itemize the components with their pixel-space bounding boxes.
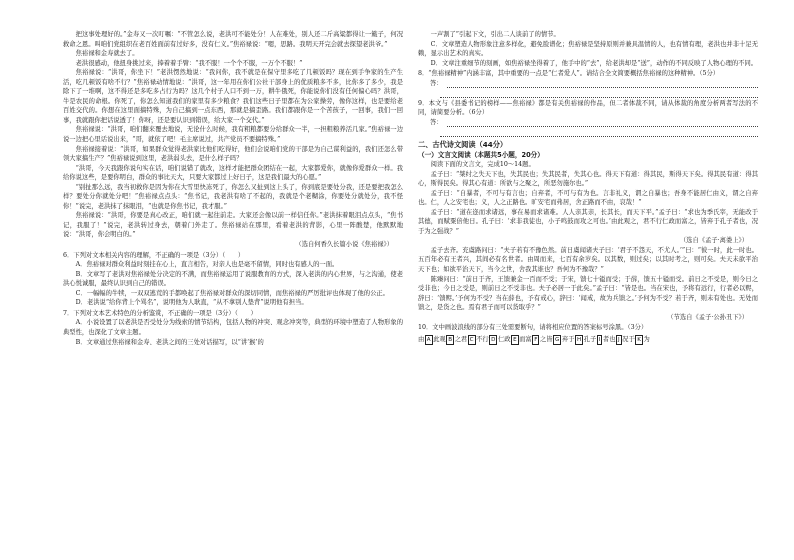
question-stem: 7．下列对文本艺术特色的分析鉴赏，不正确的一项是（3分）（ ）	[63, 309, 257, 317]
paragraph: 焦裕禄接着说：“洪哥，如果群众觉得老洪家比他们吃得好，他们会说咱们党的干部是为自己谋利益的，我们还怎么带领大家搞生产？”焦裕禄说到这里，老洪弱头去，是什么样子吗？	[63, 145, 403, 163]
sentence-char: 也	[609, 336, 616, 344]
sentence-char: 政	[504, 336, 511, 344]
paragraph: A．小说设置了以老洪是否受处分为线索的情节结构，包括人物的冲突、观念冲突等，典型的环境中塑造了人物形象的典型性，也深化了文章主题。	[63, 319, 403, 336]
answer-dotted-line[interactable]	[440, 92, 758, 98]
paragraph: “洪哥，今天我跟你说句实在话，咱们说错了就改，这样才能把群众团结在一起，大家都爱你，就像你爱群众一样。我给你说这些，是要你明白，群众的事比天大，只要大家都过上好日子，这是我们最大的心愿。”	[63, 164, 403, 182]
paragraph: 老洪很感动，他扭身挑过来，捧着着手臂：“我不服！一个个不服，一万个不服！”	[75, 59, 303, 67]
answer-label: 答：	[430, 118, 443, 126]
sentence-char: 于	[568, 336, 575, 344]
answer-option-box[interactable]: D	[491, 336, 496, 343]
answer-label: 答：	[430, 79, 443, 87]
paragraph: 焦裕禄说：“洪哥，你要是真心改正，咱们就一起往前走。大家还会像以前一样信任你。”老洪抹着眼泪点点头，“焦书记，我服了！”说完，老洪转过身去，朝着门外走了。焦裕禄站在那里，看着老洪的背影，心里一阵酸楚，他默默地说：“洪哥，你会明白的。”	[63, 212, 403, 239]
sentence-char: 由	[418, 336, 425, 344]
paragraph: 把这事处理好的。”金寿又一次叮嘱：“不管怎么说，老洪可不能处分！人在难处，别人还二斤高粱都得让一簸子，何况救命之恩。叫咱们党组织在老百姓面前有过好多，没有仁义。”焦裕禄说：“嗯，思路。我明天开完会就去探望老洪爷。”	[63, 31, 403, 48]
sentence-char: 皆	[546, 336, 553, 344]
section-heading: 二、古代诗文阅读（44分）	[418, 140, 508, 150]
paragraph: A．焦裕禄对群众利益时刻挂在心上，直言相告，对亲人也是毫不留情，同时也有感人的一面。	[75, 261, 339, 269]
paragraph: 阅读下面的文言文，完成10～14题。	[430, 161, 535, 169]
source-citation: （选自何香久长篇小说《焦裕禄》）	[295, 241, 393, 249]
answer-option-box[interactable]: F	[534, 336, 538, 343]
paragraph: 孟子曰：“自暴者，不可与有言也；自弃者，不可与有为也。言非礼义，谓之自暴也；吾身不能居仁由义，谓之自弃也。仁，人之安宅也；义，人之正路也。旷安宅而弗居，舍正路而不由，哀哉！”	[418, 189, 758, 207]
sentence-char: 况	[622, 336, 629, 344]
source-citation: （节选自《孟子·公孙丑下》）	[667, 313, 748, 321]
answer-option-box[interactable]: G	[555, 336, 560, 343]
answer-option-box[interactable]: H	[576, 336, 582, 343]
question-stem: 8．“焦裕禄精神”内涵丰富，其中重要的一点是“仁者爱人”。请结合全文简要概括焦裕禄的这种精神。（5分）	[418, 70, 720, 78]
answer-dotted-line[interactable]	[447, 121, 758, 127]
sentence-char: 君	[460, 336, 468, 344]
left-column	[63, 30, 403, 347]
paragraph: 孟子曰：“道在迩而求诸远，事在易而求诸难。人人亲其亲，长其长，而天下平。”孟子曰：“求也为季氏宰，无能改于其德，而赋粟倍他日。孔子曰：‘求非我徒也，小子鸣鼓而攻之可也。’由此观之，君不行仁政而富之，皆弃于孔子者也，况于为之强战？”	[418, 208, 758, 235]
paragraph: 焦裕禄和金寿就去了。	[75, 50, 139, 58]
paragraph: 孟子去齐。充虞路问曰：“夫子若有不豫色然。前日虞闻诸夫子曰：‘君子不怨天，不尤人。’”曰：“彼一时，此一时也。五百年必有王者兴，其间必有名世者。由周而来，七百有余岁矣。以其数，则过矣；以其时考之，则可矣。夫天未欲平治天下也；如欲平治天下，当今之世，舍我其谁也？吾何为不豫哉？”	[418, 246, 758, 274]
sentence-char: 子	[589, 336, 597, 344]
paragraph: B．文章通过焦裕禄和金寿、老洪之间的三处对话描写，以“讲‘猴’的	[75, 338, 264, 346]
paragraph: D．老洪说“给你背上个骂名”，说明他为人耿直，“从不拿别人垫背”说明他有担当。	[75, 299, 308, 307]
sentence-char: 行	[482, 336, 489, 344]
answer-dotted-line[interactable]	[440, 131, 758, 137]
answer-line[interactable]	[418, 118, 758, 128]
answer-option-box[interactable]: A	[426, 336, 431, 343]
sentence-char: 观	[439, 336, 446, 344]
answer-option-box[interactable]: B	[448, 336, 453, 343]
answer-dotted-line[interactable]	[447, 82, 758, 88]
sentence-char: 之	[539, 336, 547, 344]
answer-option-box[interactable]: E	[513, 336, 517, 343]
sentence-char: 不	[476, 336, 483, 344]
sentence-char: 者	[602, 336, 610, 344]
paragraph: B．文章写了老洪对焦裕禄处分决定的不满，而焦裕禄运用了说服教育的方式，深入老洪的内心世界，与之沟通，使老洪心悦诚服，最终认识到自己的错误。	[63, 270, 403, 288]
right-column	[418, 30, 758, 345]
sentence-char: 于	[628, 336, 635, 344]
answer-line[interactable]	[418, 127, 758, 137]
subsection-heading: （一）文言文阅读（本题共5小题，20分）	[418, 151, 544, 160]
sentence-char: 为	[643, 336, 650, 344]
question-stem: 10．文中画波浪线的部分有三处需要断句，请将相应位置的答案标号涂黑。（3分）	[418, 324, 648, 332]
sentence-char: 之	[454, 336, 461, 344]
sentence-char: 弃	[561, 336, 569, 344]
question-stem: 9．本文与《县委书记的榜样——焦裕禄》都是有关焦裕禄的作品，但二者体裁不同，请从体裁的角度分析两者写法的不同，请简要分析。（6分）	[418, 99, 758, 117]
paragraph: 焦裕禄说：“洪哥，咱们翻来覆去地说，无论什么时候，我有粗粮都要分给群众一半，一担粗粮养活几家。”焦裕禄一边说一边把心里话说出来，“哥，就依了吧！毛主席说过，共产党员不要搞特殊。”	[63, 126, 403, 144]
q10-answer-boxes	[418, 335, 758, 345]
answer-option-box[interactable]: K	[637, 336, 641, 343]
paragraph: 焦裕禄说：“洪哥，你坐下！”老洪愣然地说：“我问你，我不就是在保守里多吃了几顿饭吗？现在到手争家的生产生活，吃几顿饭有啥不行？”焦裕禄动情地说：“洪哥，这一年用在你们公社干部身上的优质粮多不多，比你多了多少，我是除下了一堆啊，这不得还是多吃多占行为吗？这几个村子人口不到一万，耕牛俄死，你能说你们没有任何偏心吗？洪哥，牛是农民的命根。你死了，你怎么知道我们的家里有多少粮食？我们这些日子里都在为公家操劳，像你这样，也是要给老百姓交代的。你想在这里面搞特殊，为自己搞到一点东西，那就是搞歪路。我们都跟你是一个苦孩子，一回事，我们一回事，我就跟你把话说透了！你呀，还是要认识到错误，给大家一个交代。”	[63, 69, 403, 124]
sentence-char: 仁	[497, 336, 505, 344]
paragraph: C．一幅幅的牛犊，一双双逃荒的手都唤起了焦裕禄对群众的深切同情，而焦裕禄的严厉批评也体现了他的公正。	[75, 289, 389, 297]
paragraph: 一声割了”引起下文，引出二人谈前了的情节。	[430, 31, 560, 38]
paragraph: D．文章注重细节的刻画，如焦裕禄坐得着了，他手中的“去”，给老洪却是“送”，动作的不同反映了人物心理的不同。	[430, 59, 758, 67]
answer-option-box[interactable]: J	[618, 336, 620, 343]
paragraph: “别扯那么远，我当初救你是因为你在大雪里快冻死了，你怎么又扯到这上头了，你到底是要处分我，还是要把我怎么样？要处分你就处分吧！”焦裕禄点点头：“焦书记，我老洪有啥了不起的，我就是个老糊涂，你要处分就处分，我不怪你！”说完，老洪抹了抹眼泪，“也就是你焦书记，我才服。”	[63, 183, 403, 210]
answer-line[interactable]	[418, 88, 758, 98]
answer-line[interactable]	[418, 79, 758, 89]
sentence-char: 而	[519, 336, 526, 344]
paragraph: 孟子曰：“桀纣之失天下也，失其民也；失其民者，失其心也。得天下有道：得其民，斯得天下矣。得其民有道：得其心，斯得民矣。得其心有道：所欲与之聚之，所恶勿施尔也。”	[418, 170, 758, 188]
paragraph: 陈臻问曰：“前日于齐，王馈兼金一百而不受；于宋，馈七十镒而受；于薛，馈五十镒而受。前日之不受是，则今日之受非也；今日之受是，则前日之不受非也。夫子必居一于此矣。”孟子曰：“皆是也。当在宋也，予将有远行，行者必以赆，辞曰：‘馈赆。’予何为不受？当在薛也，予有戒心，辞曰：‘闻戒，故为兵馈之。’予何为不受？若于齐，则未有处也。无处而馈之，是货之也。焉有君子而可以货取乎？”	[418, 275, 758, 312]
sentence-char: 富	[525, 336, 532, 344]
answer-option-box[interactable]: I	[598, 336, 601, 343]
sentence-char: 此	[433, 336, 440, 344]
answer-option-box[interactable]: C	[469, 336, 474, 343]
source-citation: （选自《孟子·离娄上》）	[679, 237, 748, 245]
paragraph: C．文章塑造人物形象注意多样化，避免脸谱化；焦裕禄是坚持原则并兼具温情的人，也有情有理，老洪也并非十足无赖，显示出艺术的真实。	[418, 40, 758, 58]
question-stem: 6．下列对文本相关内容的理解，不正确的一项是（3分）（ ）	[63, 251, 245, 259]
sentence-char: 孔	[583, 336, 590, 344]
